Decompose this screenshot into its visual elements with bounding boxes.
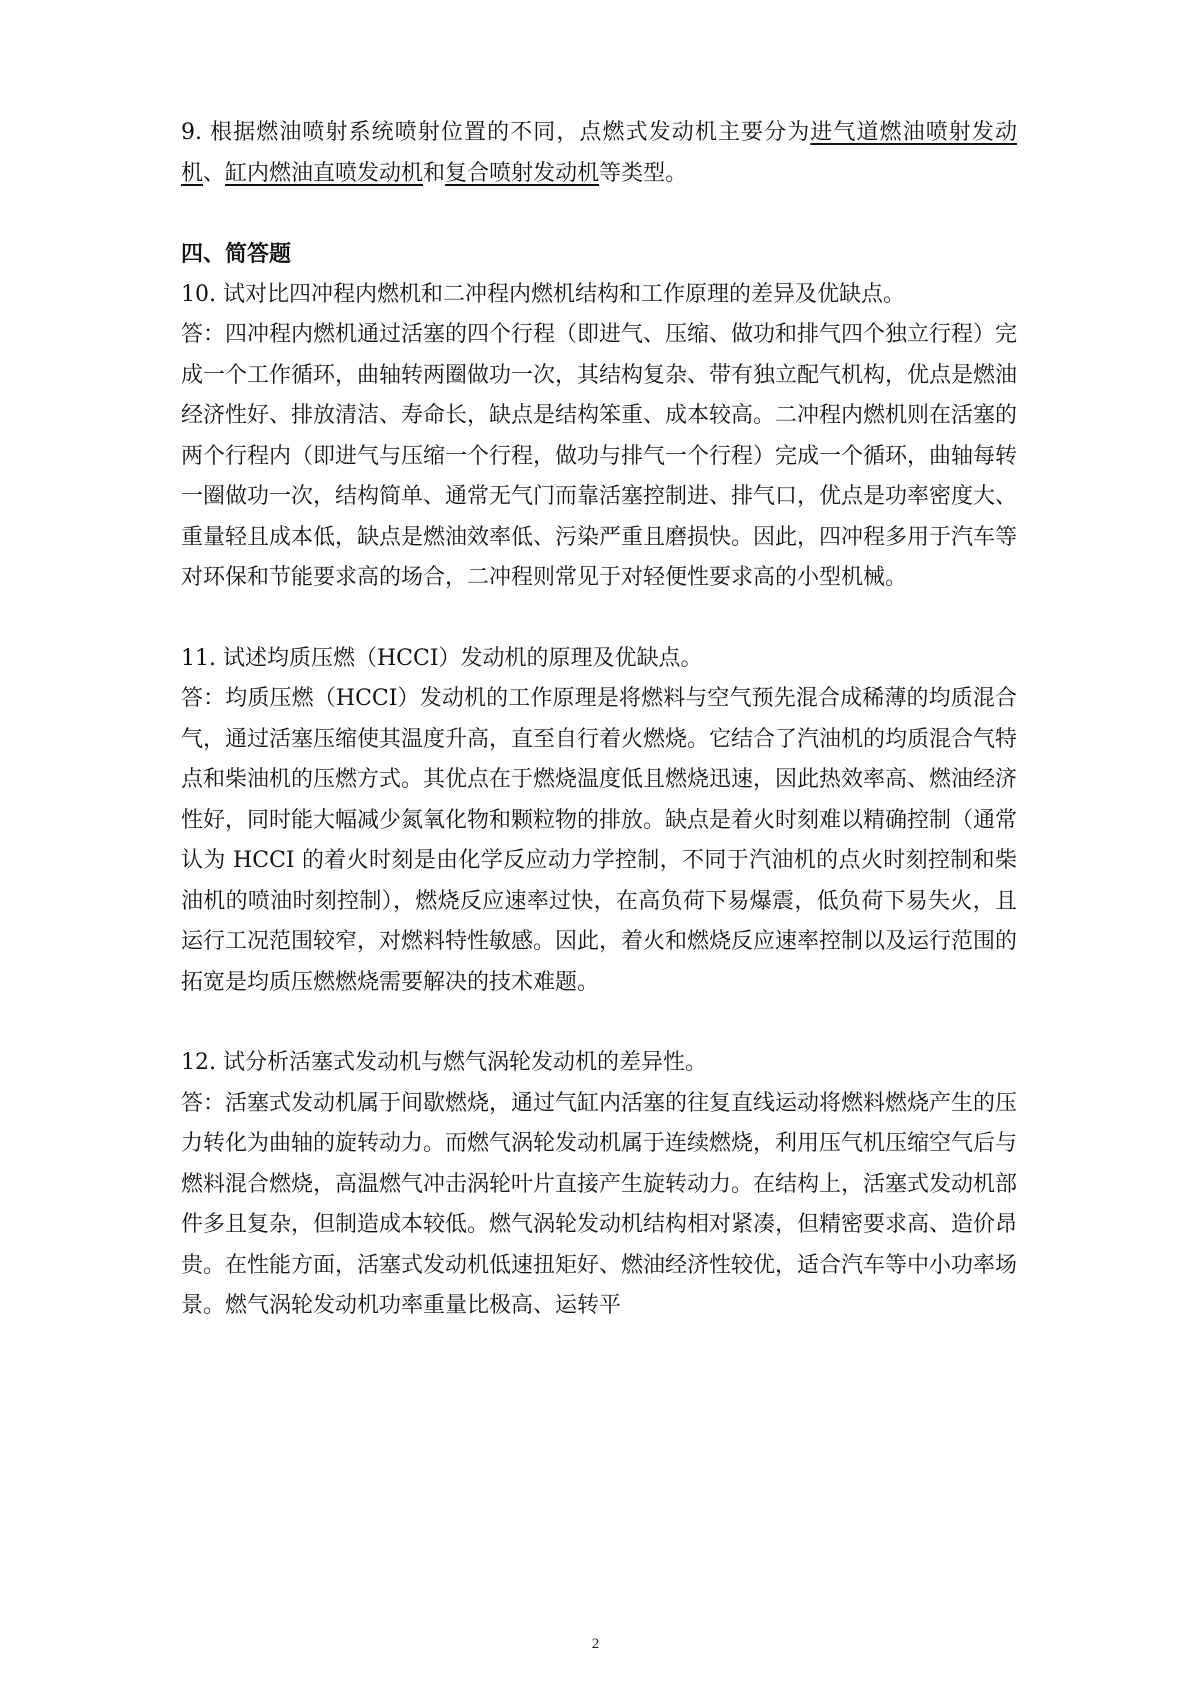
question-11: 11. 试述均质压燃（HCCI）发动机的原理及优缺点。: [181, 645, 703, 671]
question-10: 10. 试对比四冲程内燃机和二冲程内燃机结构和工作原理的差异及优缺点。: [181, 281, 905, 307]
spacer: [181, 1003, 1017, 1043]
spacer: [181, 599, 1017, 639]
answer-12: 答：活塞式发动机属于间歇燃烧，通过气缸内活塞的往复直线运动将燃料燃烧产生的压力转化为曲轴的旋转动力。而燃气涡轮发动机属于连续燃烧，利用压气机压缩空气后与燃料混合燃烧，高温燃气冲击涡轮叶片直接产生旋转动力。在结构上，活塞式发动机部件多且复杂，但制造成本较低。燃气涡轮发动机结构相对紧凑，但精密要求高、造价昂贵。在性能方面，活塞式发动机低速扭矩好、燃油经济性较优，适合汽车等中小功率场景。燃气涡轮发动机功率重量比极高、运转平: [181, 1090, 1018, 1318]
spacer: [181, 194, 1017, 234]
separator: 、: [203, 160, 226, 186]
question-9-suffix: 等类型。: [599, 160, 688, 186]
section-heading: 四、简答题: [181, 241, 292, 267]
answer-term-direct-injection: 缸内燃油直喷发动机: [225, 160, 424, 186]
question-9-prefix: 9. 根据燃油喷射系统喷射位置的不同，点燃式发动机主要分为: [181, 120, 811, 145]
answer-term-port-injection: 进气道燃油喷射发动机: [181, 120, 1017, 186]
answer-11: 答：均质压燃（HCCI）发动机的工作原理是将燃料与空气预先混合成稀薄的均质混合气，通过活塞压缩使其温度升高，直至自行着火燃烧。它结合了汽油机的均质混合气特点和柴油机的压燃方式。其优点在于燃烧温度低且燃烧迅速，因此热效率高、燃油经济性好，同时能大幅减少氮氧化物和颗粒物的排放。缺点是着火时刻难以精确控制（通常认为 HCCI 的着火时刻是由化学反应动力学控制，不同于汽油机的点火时刻控制和柴油机的喷油时刻控制），燃烧反应速率过快，在高负荷下易爆震，低负荷下易失火，且运行工况范围较窄，对燃料特性敏感。因此，着火和燃烧反应速率控制以及运行范围的拓宽是均质压燃燃烧需要解决的技术难题。: [181, 686, 1018, 995]
page-number: 2: [591, 1636, 600, 1652]
separator: 和: [423, 160, 446, 186]
answer-term-dual-injection: 复合喷射发动机: [445, 160, 600, 186]
answer-10: 答：四冲程内燃机通过活塞的四个行程（即进气、压缩、做功和排气四个独立行程）完成一个工作循环，曲轴转两圈做功一次，其结构复杂、带有独立配气机构，优点是燃油经济性好、排放清洁、寿命长，缺点是结构笨重、成本较高。二冲程内燃机则在活塞的两个行程内（即进气与压缩一个行程，做功与排气一个行程）完成一个循环，曲轴每转一圈做功一次，结构简单、通常无气门而靠活塞控制进、排气口，优点是功率密度大、重量轻且成本低，缺点是燃油效率低、污染严重且磨损快。因此，四冲程多用于汽车等对环保和节能要求高的场合，二冲程则常见于对轻便性要求高的小型机械。: [181, 322, 1018, 590]
question-12: 12. 试分析活塞式发动机与燃气涡轮发动机的差异性。: [181, 1050, 707, 1075]
question-9: [181, 113, 1017, 194]
document-body: [181, 113, 1017, 1327]
